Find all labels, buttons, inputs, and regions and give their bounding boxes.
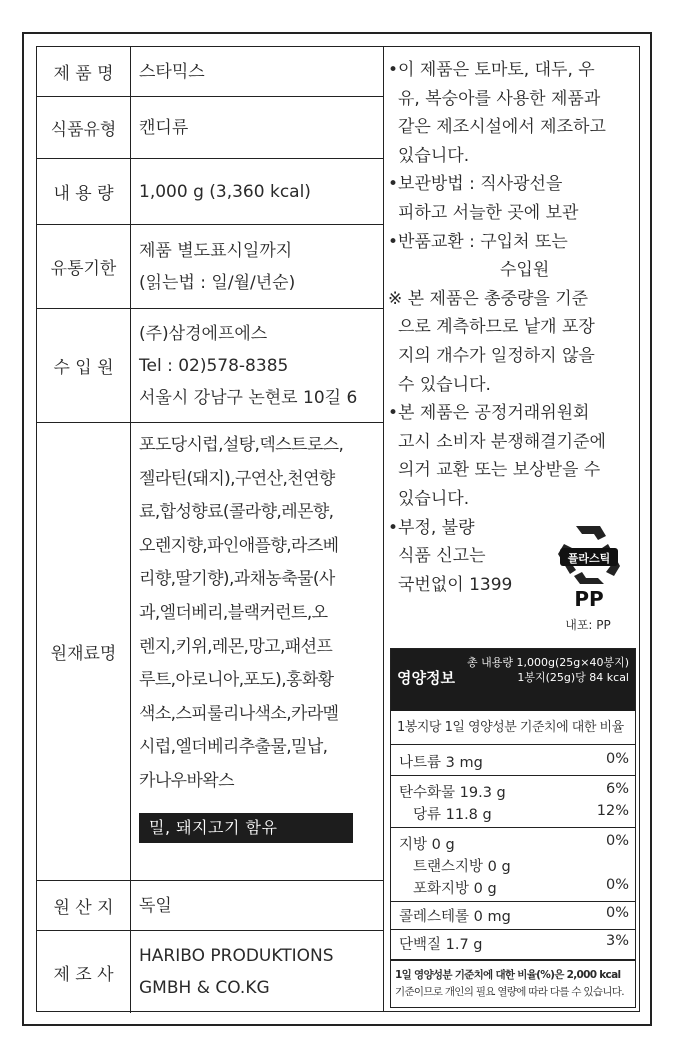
note-line: 으로 계측하므로 낱개 포장 xyxy=(398,317,595,338)
nutrition-title: 영양정보 xyxy=(397,669,455,687)
nutrient-pct: 6% xyxy=(605,781,629,797)
row-product-name xyxy=(37,47,383,97)
note-line: 고시 소비자 분쟁해결기준에 xyxy=(398,431,606,452)
row-manufacturer xyxy=(37,931,383,1013)
value-manufacturer-line: HARIBO PRODUKTIONS xyxy=(139,946,334,966)
recycle-badge-text: 플라스틱 xyxy=(567,552,611,565)
nutrient-name: 트랜스지방 0 g xyxy=(413,859,511,875)
nutrition-subheader: 1봉지당 1일 영양성분 기준치에 대한 비율 xyxy=(391,711,635,745)
product-info-table xyxy=(36,46,384,1012)
nutrient-name: 단백질 1.7 g xyxy=(399,937,483,953)
nutrition-divider xyxy=(391,929,635,930)
nutrition-divider xyxy=(391,901,635,902)
row-importer xyxy=(37,309,383,423)
ingredient-line: 과,엘더베리,블랙커런트,오 xyxy=(139,602,328,623)
row-origin xyxy=(37,881,383,931)
note-line: •본 제품은 공정거래위원회 xyxy=(388,403,590,424)
label-manufacturer: 제 조 사 xyxy=(37,931,131,1013)
label-origin: 원 산 지 xyxy=(37,881,131,930)
ingredient-line: 루트,아로니아,포도),홍화황 xyxy=(139,670,334,691)
nutrition-footer xyxy=(391,961,635,1007)
label-content-amount: 내 용 량 xyxy=(37,159,131,224)
nutrient-pct: 12% xyxy=(596,803,629,819)
ingredient-line: 시럽,엘더베리추출물,밀납, xyxy=(139,737,328,758)
note-line: 피하고 서늘한 곳에 보관 xyxy=(398,202,579,223)
note-line: 수입원 xyxy=(500,260,550,281)
ingredient-line: 리향,딸기향),과채농축물(사 xyxy=(139,569,335,590)
label-expiry: 유통기한 xyxy=(37,225,131,308)
ingredient-line: 색소,스피룰리나색소,카라멜 xyxy=(139,703,339,724)
note-line: 국번없이 1399 xyxy=(398,574,513,595)
nutrition-footer-line: 기준이므로 개인의 필요 열량에 따라 다를 수 있습니다. xyxy=(395,986,624,998)
note-line: 같은 제조시설에서 제조하고 xyxy=(398,117,606,138)
nutrient-name: 콜레스테롤 0 mg xyxy=(399,909,511,925)
nutrient-name: 당류 11.8 g xyxy=(413,807,492,823)
value-content-amount: 1,000 g (3,360 kcal) xyxy=(139,181,311,202)
value-importer-line: 서울시 강남구 논현로 10길 6 xyxy=(139,387,358,408)
ingredient-line: 젤라틴(돼지),구연산,천연향 xyxy=(139,468,335,489)
ingredient-line: 포도당시럽,설탕,덱스트로스, xyxy=(139,435,344,455)
ingredient-line: 료,합성향료(콜라향,레몬향, xyxy=(139,502,334,523)
recycle-triangle-icon xyxy=(540,518,636,610)
nutrition-divider xyxy=(391,775,635,776)
value-expiry-line: 제품 별도표시일까지 xyxy=(139,240,293,261)
nutrition-per-bag: 1봉지(25g)당 84 kcal xyxy=(517,671,629,684)
row-ingredients xyxy=(37,423,383,881)
value-expiry-line: (읽는법 : 일/월/년순) xyxy=(139,272,296,293)
nutrient-name: 포화지방 0 g xyxy=(413,881,497,897)
recycle-inner-text: 내포: PP xyxy=(565,618,611,632)
label-food-type: 식품유형 xyxy=(37,97,131,158)
note-line: 유, 복숭아를 사용한 제품과 xyxy=(398,88,601,109)
note-line: •이 제품은 토마토, 대두, 우 xyxy=(388,60,595,80)
note-line: •보관방법 : 직사광선을 xyxy=(388,174,563,195)
nutrition-total: 총 내용량 1,000g(25g×40봉지) xyxy=(467,656,629,669)
nutrient-pct: 3% xyxy=(605,933,629,949)
row-content-amount xyxy=(37,159,383,225)
ingredient-line: 카나우바왁스 xyxy=(139,770,234,791)
note-line: 의거 교환 또는 보상받을 수 xyxy=(398,460,601,481)
nutrient-name: 지방 0 g xyxy=(399,837,455,853)
nutrient-pct: 0% xyxy=(605,905,629,921)
note-line: •부정, 불량 xyxy=(388,517,475,538)
ingredient-line: 오렌지향,파인애플향,라즈베 xyxy=(139,535,339,556)
value-importer-line: (주)삼경에프에스 xyxy=(139,323,268,344)
nutrient-pct: 0% xyxy=(605,877,629,893)
value-manufacturer-line: GMBH & CO.KG xyxy=(139,978,270,998)
nutrient-pct: 0% xyxy=(605,833,629,849)
recycle-mark xyxy=(540,518,636,638)
note-line: •반품교환 : 구입처 또는 xyxy=(388,231,568,252)
row-food-type xyxy=(37,97,383,159)
row-expiry xyxy=(37,225,383,309)
note-line: 있습니다. xyxy=(398,488,470,509)
nutrient-name: 탄수화물 19.3 g xyxy=(399,785,506,801)
allergy-badge: 밀, 돼지고기 함유 xyxy=(139,813,353,843)
nutrition-header xyxy=(391,649,635,711)
ingredient-line: 렌지,키위,레몬,망고,패션프 xyxy=(139,636,333,657)
label-importer: 수 입 원 xyxy=(37,309,131,422)
note-line: 있습니다. xyxy=(398,145,470,166)
nutrition-table xyxy=(390,648,636,1008)
value-product-name: 스타믹스 xyxy=(139,61,205,82)
nutrition-divider xyxy=(391,827,635,828)
label-product-name: 제 품 명 xyxy=(37,47,131,96)
label-ingredients: 원재료명 xyxy=(37,423,131,880)
nutrient-pct: 0% xyxy=(605,751,629,767)
note-line: 수 있습니다. xyxy=(398,374,491,395)
value-origin: 독일 xyxy=(139,895,172,916)
recycle-code: PP xyxy=(574,587,604,610)
note-line: 식품 신고는 xyxy=(398,546,486,567)
note-line: 지의 개수가 일정하지 않을 xyxy=(398,345,595,366)
nutrient-name: 나트륨 3 mg xyxy=(399,755,483,771)
nutrition-footer-line: 1일 영양성분 기준치에 대한 비율(%)은 2,000 kcal xyxy=(395,969,621,981)
value-food-type: 캔디류 xyxy=(139,117,189,138)
value-importer-line: Tel : 02)578-8385 xyxy=(139,355,289,376)
note-line: ※ 본 제품은 총중량을 기준 xyxy=(388,288,589,309)
